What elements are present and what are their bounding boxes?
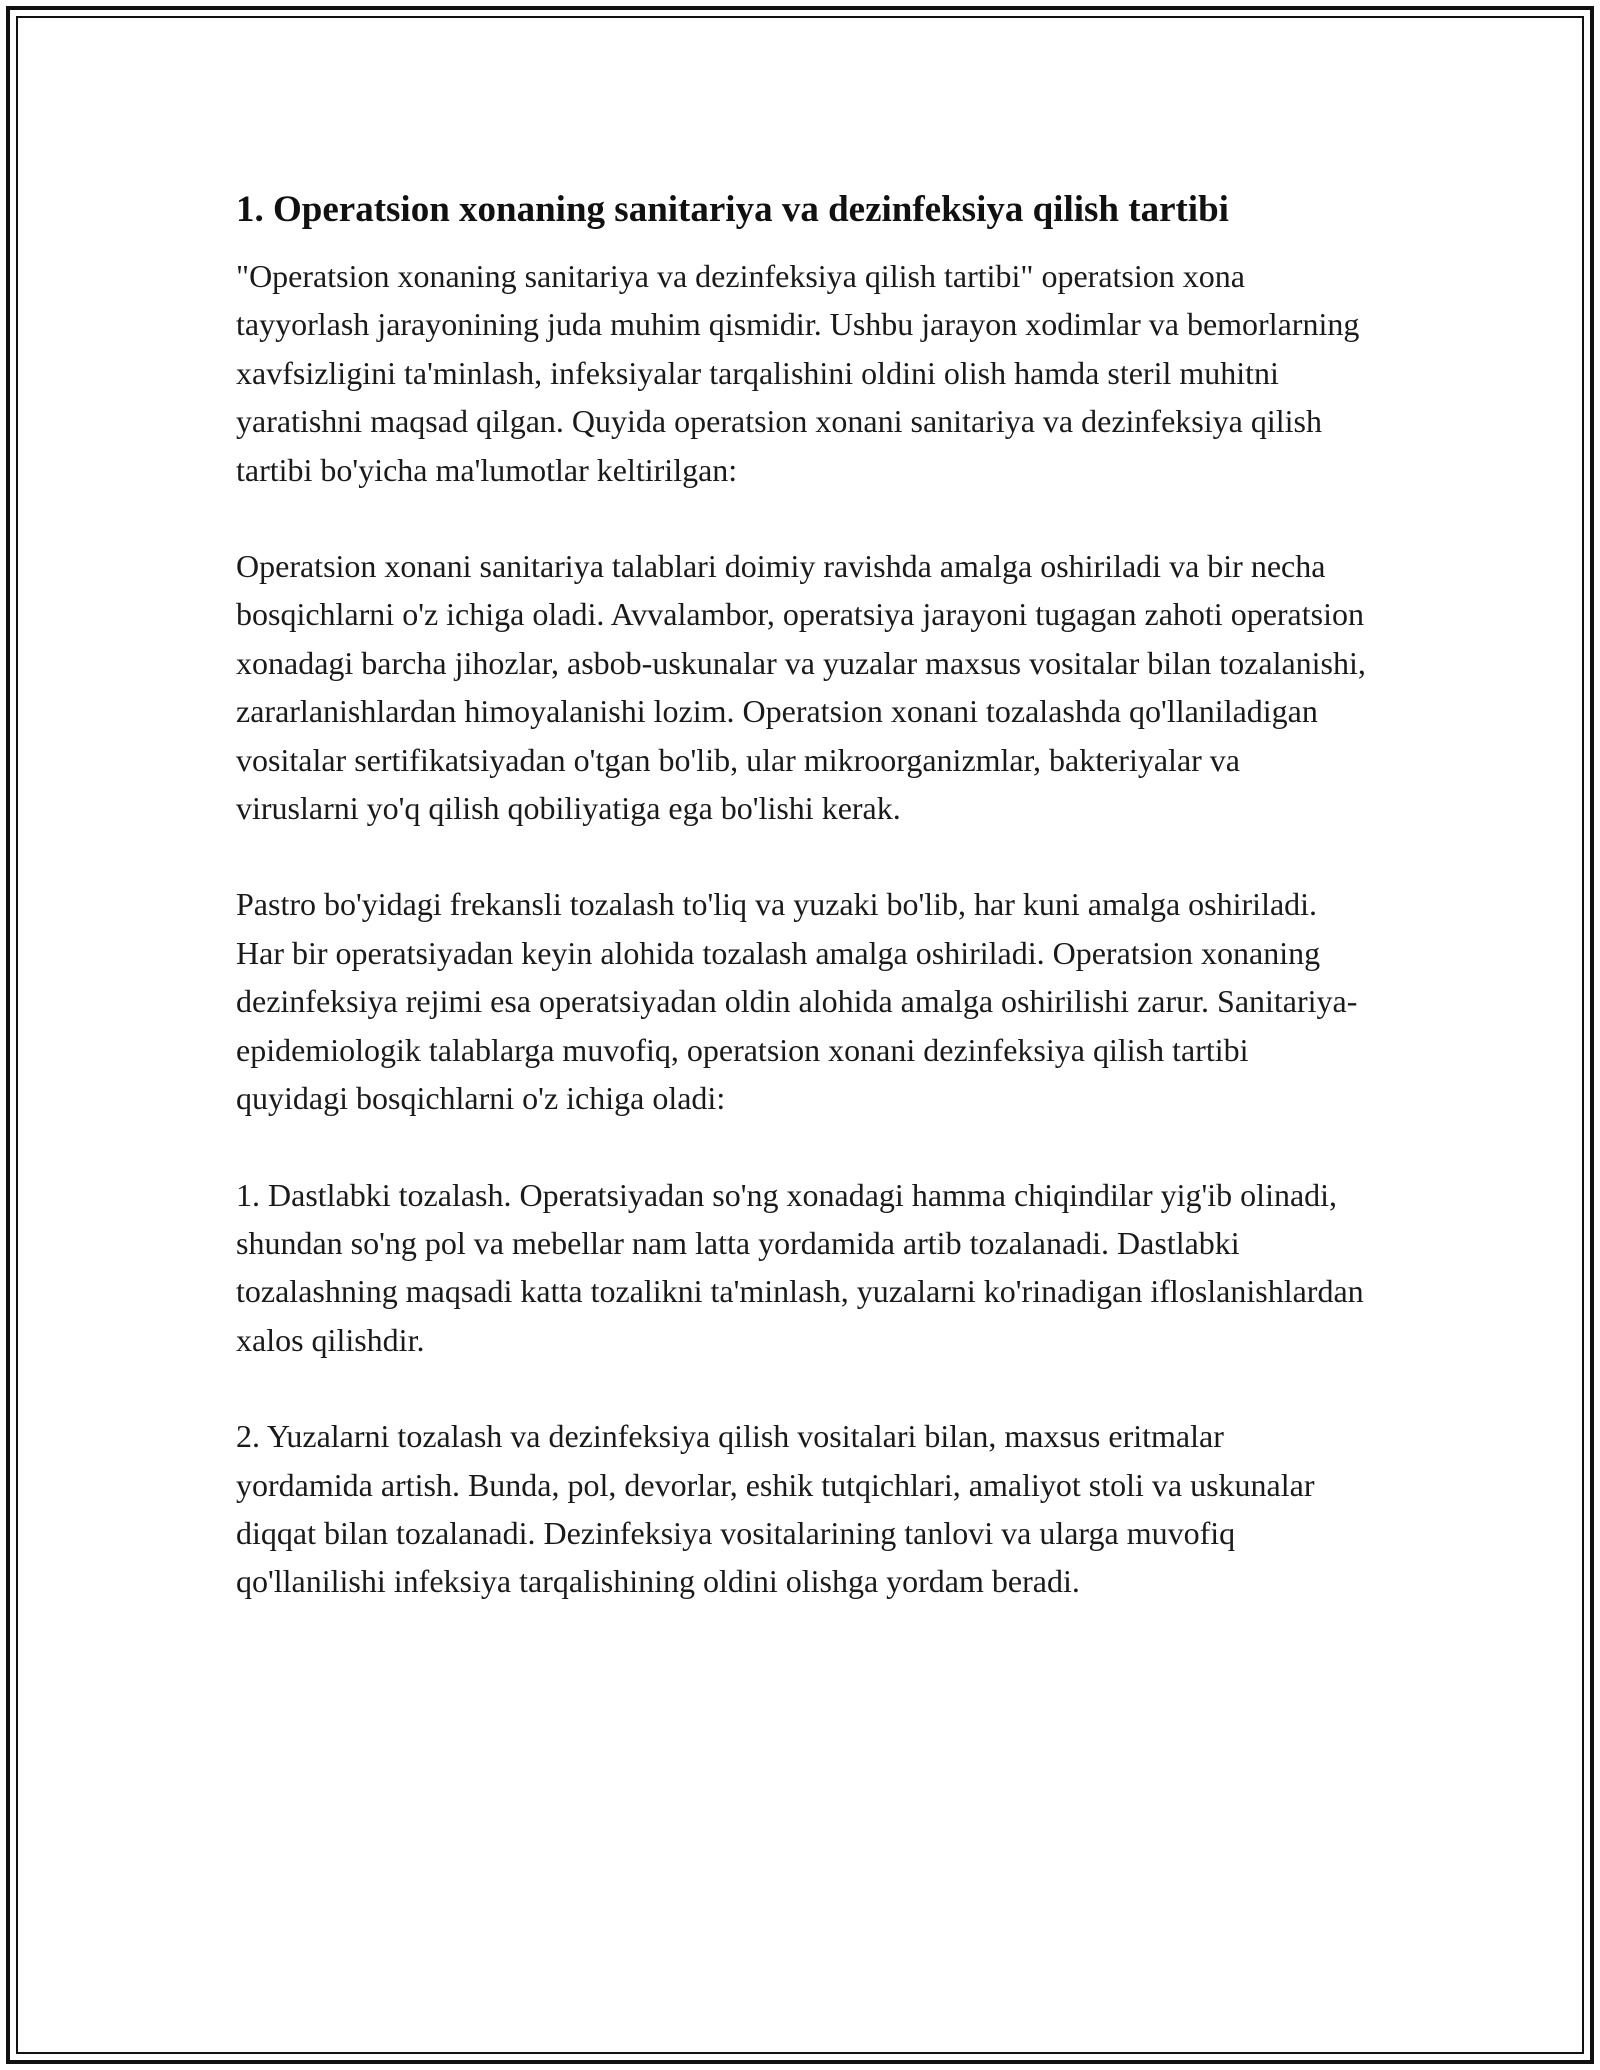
list-item-step-2: 2. Yuzalarni tozalash va dezinfeksiya qilish vositalari bilan, maxsus eritmalar yordamida artish. Bunda, pol, devorlar, eshik tutqichlari, amaliyot stoli va uskunalar diqqat bilan tozalanadi. Dezinfeksiya vositalarining tanlovi va ularga muvofiq qo'llanilishi infeksiya tarqalishining oldini olishga yordam beradi. — [236, 1418, 1315, 1600]
paragraph-cleaning-regime: Pastro bo'yidagi frekansli tozalash to'liq va yuzaki bo'lib, har kuni amalga oshiriladi. Har bir operatsiyadan keyin alohida tozalash amalga oshiriladi. Operatsion xonaning dezinfeksiya rejimi esa operatsiyadan oldin alohida amalga oshirilishi zarur. Sanitariya-epidemiologik talablarga muvofiq, operatsion xonani dezinfeksiya qilish tartibi quyidagi bosqichlarni o'z ichiga oladi: — [236, 886, 1358, 1117]
paragraph-intro: "Operatsion xonaning sanitariya va dezinfeksiya qilish tartibi" operatsion xona tayyorlash jarayonining juda muhim qismidir. Ushbu jarayon xodimlar va bemorlarning xavfsizligini ta'minlash, infeksiyalar tarqalishini oldini olish hamda steril muhitni yaratishni maqsad qilgan. Quyida operatsion xonani sanitariya va dezinfeksiya qilish tartibi bo'yicha ma'lumotlar keltirilgan: — [236, 258, 1360, 488]
document-title: 1. Operatsion xonaning sanitariya va dezinfeksiya qilish tartibi — [236, 189, 1229, 230]
list-item-step-1: 1. Dastlabki tozalash. Operatsiyadan so'ng xonadagi hamma chiqindilar yig'ib olinadi, shundan so'ng pol va mebellar nam latta yordamida artib tozalanadi. Dastlabki tozalashning maqsadi katta tozalikni ta'minlash, yuzalarni ko'rinadigan ifloslanishlardan xalos qilishdir. — [236, 1176, 1364, 1358]
document-body — [236, 184, 1366, 1654]
paragraph-sanitary-requirements: Operatsion xonani sanitariya talablari doimiy ravishda amalga oshiriladi va bir necha bosqichlarni o'z ichiga oladi. Avvalambor, operatsiya jarayoni tugagan zahoti operatsion xonadagi barcha jihozlar, asbob-uskunalar va yuzalar maxsus vositalar bilan tozalanishi, zararlanishlardan himoyalanishi lozim. Operatsion xonani tozalashda qo'llaniladigan vositalar sertifikatsiyadan o'tgan bo'lib, ular mikroorganizmlar, bakteriyalar va viruslarni yo'q qilish qobiliyatiga ega bo'lishi kerak. — [236, 548, 1366, 827]
